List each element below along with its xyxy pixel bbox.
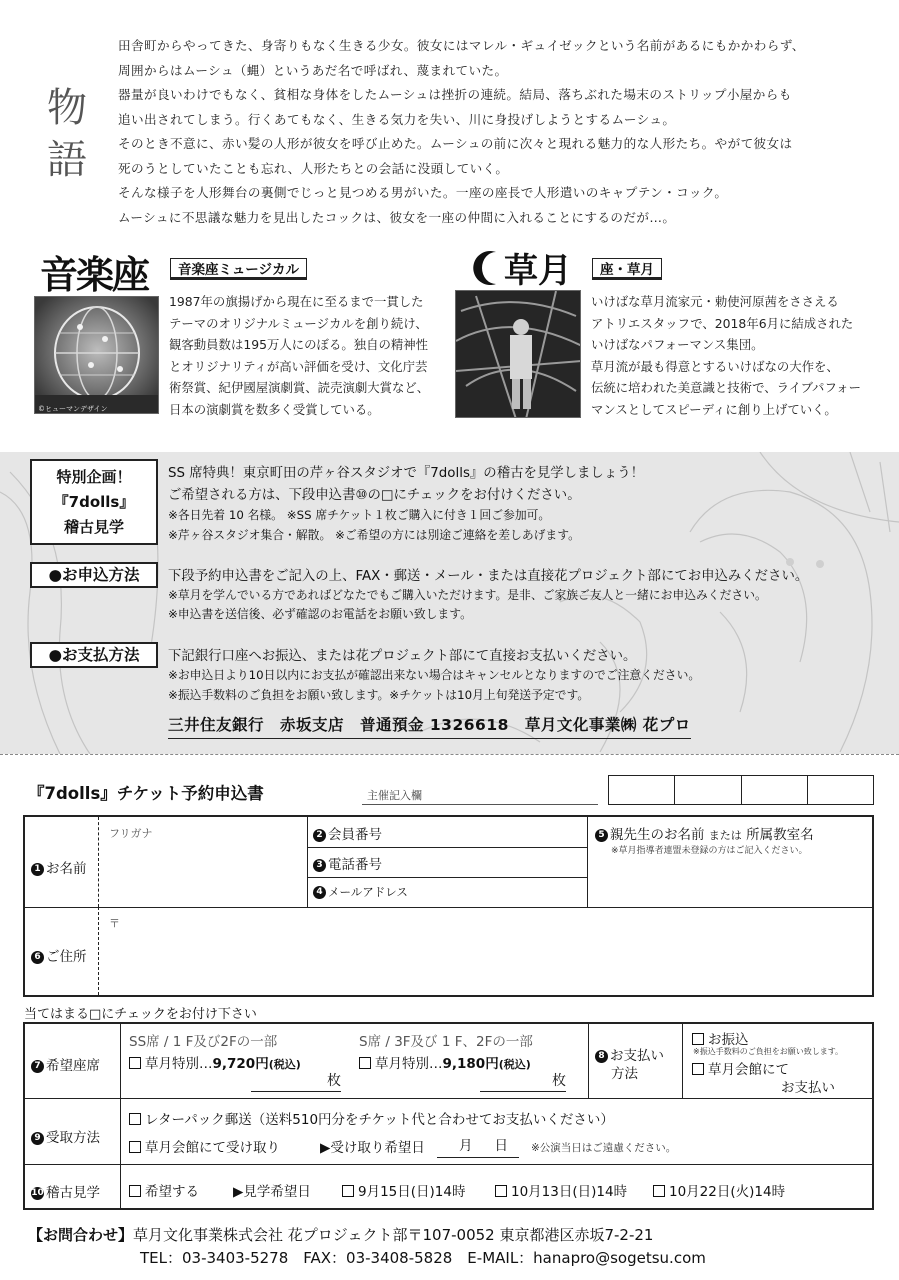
receive-label: [31, 1126, 100, 1146]
apply-note: ※申込書を送信後、必ず確認のお電話をお願い致します。: [168, 607, 472, 621]
receive-at-hall-checkbox[interactable]: [129, 1141, 141, 1153]
special-plan-label-line: 特別企画！: [56, 468, 132, 486]
ss-seat-option[interactable]: [129, 1052, 301, 1072]
divider: [307, 817, 308, 907]
crescent-moon-icon: [470, 248, 504, 288]
ongakuza-line: 日本の演劇賞を数多く受賞している。: [169, 401, 380, 417]
num-7: 7: [31, 1060, 44, 1073]
host-use-boxes: [608, 775, 874, 805]
teacher-label-text: 親先生のお名前: [610, 827, 705, 843]
story-line: ムーシュに不思議な魅力を見出したコックは、彼女を一座の仲間に入れることにするのだが…。: [118, 209, 676, 225]
member-number-label: [313, 823, 382, 843]
divider: [25, 1164, 874, 1165]
host-box: [609, 776, 675, 804]
receive-letterpack-text: レターパック郵送（送料510円分をチケット代と合わせてお支払いください）: [145, 1112, 614, 1128]
divider: [98, 907, 99, 995]
pay-at-hall-option[interactable]: [692, 1058, 789, 1078]
divider: [25, 907, 874, 908]
visit-label-text: 稽古見学: [46, 1185, 100, 1201]
visit-date-text: 9月15日(日)14時: [358, 1184, 466, 1200]
special-plan-label-line: 稽古見学: [63, 518, 124, 536]
check-instruction: 当てはまる□にチェックをお付け下さい: [24, 1007, 257, 1022]
visit-date-label: ▶見学希望日: [233, 1184, 311, 1200]
divider: [307, 847, 587, 848]
ss-seat-heading: SS席 / 1 F及び2Fの一部: [129, 1034, 278, 1050]
host-box: [742, 776, 808, 804]
sogetsu-photo: [455, 290, 581, 418]
ongakuza-photo: [34, 296, 159, 414]
info-section: [0, 452, 899, 754]
pay-transfer-checkbox[interactable]: [692, 1033, 704, 1045]
personal-info-table: [23, 815, 874, 997]
receive-at-hall-option[interactable]: [129, 1136, 280, 1156]
divider: [307, 877, 587, 878]
member-number-label-text: 会員番号: [328, 827, 382, 843]
divider: [98, 817, 99, 907]
num-6: 6: [31, 951, 44, 964]
email-input[interactable]: [415, 879, 585, 905]
seat-label-text: 希望座席: [46, 1058, 100, 1074]
special-line: ご希望される方は、下段申込書⑩の□にチェックをお付けください。: [168, 488, 581, 503]
form-title: 『7dolls』チケット予約申込書: [28, 784, 264, 803]
photo-credit: ©ヒューマンデザイン: [38, 405, 108, 413]
apply-method-label: ●お申込方法: [30, 562, 158, 588]
story-line: 周囲からはムーシュ（蝿）というあだ名で呼ばれ、蔑まれていた。: [118, 62, 508, 78]
teacher-label: [595, 823, 814, 843]
ongakuza-label: 音楽座ミュージカル: [170, 258, 307, 280]
s-seat-option-text: 草月特別…: [375, 1056, 443, 1072]
special-plan-label-line: 『7dolls』: [53, 493, 135, 511]
special-note: ※各日先着 10 名様。 ※SS 席チケット１枚ご購入に付き１回ご参加可。: [168, 508, 551, 522]
num-8: 8: [595, 1050, 608, 1063]
divider: [120, 1098, 121, 1164]
visit-date-checkbox[interactable]: [342, 1185, 354, 1197]
visit-date-option[interactable]: [495, 1180, 627, 1200]
phone-label-text: 電話番号: [328, 857, 382, 873]
teacher-or-text: または: [708, 829, 742, 842]
story-line: そんな様子を人形舞台の裏側でじっと見つめる男がいた。一座の座長で人形遣いのキャプテン・コック。: [118, 185, 728, 200]
divider: [120, 1164, 121, 1208]
visit-date-checkbox[interactable]: [653, 1185, 665, 1197]
visit-date-text: 10月22日(火)14時: [669, 1184, 786, 1200]
sogetsu-line: マンスとしてスピーディに創り上げていく。: [591, 401, 837, 417]
contact-line-1: [28, 1224, 653, 1245]
host-box: [808, 776, 873, 804]
sogetsu-performance-image: [456, 291, 581, 418]
email-label: [313, 884, 408, 900]
num-2: 2: [313, 829, 326, 842]
payment-note: ※振込手数料のご負担をお願い致します。※チケットは10月上旬発送予定です。: [168, 688, 590, 702]
address-label-text: ご住所: [46, 949, 87, 965]
visit-date-option[interactable]: [342, 1180, 465, 1200]
tax-note: (税込): [268, 1058, 301, 1071]
num-9: 9: [31, 1132, 44, 1145]
num-10: 10: [31, 1187, 44, 1198]
day-unit: 日: [494, 1138, 508, 1154]
story-line: 死のうとしていたことも忘れ、人形たちとの会話に没頭していく。: [118, 160, 509, 176]
visit-wish-option[interactable]: [129, 1180, 199, 1200]
receive-letterpack-option[interactable]: [129, 1108, 614, 1128]
divider: [120, 1024, 121, 1098]
num-4: 4: [313, 886, 326, 899]
teacher-note: ※草月指導者連盟未登録の方はご記入ください。: [611, 846, 808, 856]
s-seat-quantity[interactable]: [480, 1070, 566, 1092]
divider: [25, 1098, 874, 1099]
receive-letterpack-checkbox[interactable]: [129, 1113, 141, 1125]
ongakuza-line: とオリジナリティが高い評価を受け、文化庁芸: [169, 358, 428, 374]
s-seat-price: 9,180円: [442, 1056, 499, 1072]
num-3: 3: [313, 859, 326, 872]
pay-at-hall-text: 草月会館にて: [708, 1062, 789, 1078]
story-heading: [42, 82, 92, 186]
visit-date-checkbox[interactable]: [495, 1185, 507, 1197]
story-line: 田舎町からやってきた、身寄りもなく生きる少女。彼女にはマレル・ギュイゼックという名前があるにもかかわらず、: [118, 38, 805, 53]
payment-label-2: 方法: [611, 1066, 638, 1082]
special-line: SS 席特典！東京町田の芹ヶ谷スタジオで『7dolls』の稽古を見学しましょう！: [168, 466, 644, 481]
postal-mark: 〒: [109, 917, 120, 930]
receive-label-text: 受取方法: [46, 1130, 100, 1146]
visit-date-option[interactable]: [653, 1180, 785, 1200]
ss-seat-checkbox[interactable]: [129, 1057, 141, 1069]
num-1: 1: [31, 863, 44, 876]
payment-note: ※お申込日より10日以内にお支払が確認出来ない場合はキャンセルとなりますのでご注意ください。: [168, 668, 701, 682]
seat-label: [31, 1054, 100, 1074]
contact-label: 【お問合わせ】: [28, 1226, 134, 1244]
ss-seat-option-text: 草月特別…: [145, 1056, 213, 1072]
story-text: [118, 34, 878, 230]
story-heading-char: 語: [47, 137, 87, 183]
visit-wish-checkbox[interactable]: [129, 1185, 141, 1197]
address-label: [31, 945, 87, 965]
receive-date-label: ▶受け取り希望日: [320, 1140, 425, 1156]
pay-transfer-text: お振込: [708, 1032, 749, 1048]
special-note: ※芹ヶ谷スタジオ集合・解散。 ※ご希望の方には別途ご連絡を差しあげます。: [168, 528, 580, 542]
phone-input[interactable]: [397, 849, 585, 875]
story-line: 器量が良いわけでもなく、貧相な身体をしたムーシュは挫折の連続。結局、落ちぶれた場末のストリップ小屋からも: [118, 87, 792, 102]
s-seat-option[interactable]: [359, 1052, 531, 1072]
story-section: [0, 0, 899, 452]
receive-note: ※公演当日はご遠慮ください。: [531, 1142, 677, 1154]
sogetsu-line: いけばなパフォーマンス集団。: [591, 337, 764, 352]
sogetsu-logo-text: 草月: [504, 251, 572, 291]
divider: [588, 1024, 589, 1098]
host-box: [675, 776, 741, 804]
ss-seat-price: 9,720円: [212, 1056, 269, 1072]
phone-label: [313, 853, 382, 873]
name-input[interactable]: [105, 843, 305, 903]
contact-line-2: TEL：03-3403-5278 FAX：03-3408-5828 E-MAIL：hanapro@sogetsu.com: [140, 1249, 706, 1267]
name-label-text: お名前: [46, 861, 87, 877]
pay-transfer-option[interactable]: [692, 1028, 749, 1048]
apply-line: 下段予約申込書をご記入の上、FAX・郵送・メール・または直接花プロジェクト部にてお申込みください。: [168, 569, 809, 584]
ongakuza-stage-image: [35, 297, 159, 414]
ongakuza-line: テーマのオリジナルミュージカルを創り続け、: [169, 315, 428, 331]
teacher-alt-text: 所属教室名: [746, 827, 814, 843]
visit-wish-text: 希望する: [145, 1184, 199, 1200]
story-line: そのとき不意に、赤い髪の人形が彼女を呼び止めた。ムーシュの前に次々と現れる魅力的な人形たち。やがて彼女は: [118, 136, 793, 151]
name-label: [31, 857, 87, 877]
pay-at-hall-checkbox[interactable]: [692, 1063, 704, 1075]
ongakuza-logo: 音楽座: [40, 252, 149, 297]
num-5: 5: [595, 829, 608, 842]
payment-method-label: ●お支払方法: [30, 642, 158, 668]
payment-label-text: お支払い: [610, 1048, 664, 1064]
email-label-text: メールアドレス: [328, 885, 408, 899]
host-use-label: 主催記入欄: [367, 789, 422, 802]
ongakuza-line: 1987年の旗揚げから現在に至るまで一貫した: [169, 294, 424, 309]
s-seat-checkbox[interactable]: [359, 1057, 371, 1069]
host-use-underline: [362, 804, 598, 805]
sogetsu-logo: [470, 243, 590, 291]
quantity-unit: 枚: [552, 1073, 566, 1089]
payment-label: [595, 1044, 664, 1064]
teacher-input[interactable]: [591, 857, 871, 905]
furigana-label: フリガナ: [109, 827, 153, 840]
address-input[interactable]: [105, 911, 870, 993]
visit-label: [31, 1181, 100, 1201]
visit-date-text: 10月13日(日)14時: [511, 1184, 628, 1200]
quantity-unit: 枚: [327, 1073, 341, 1089]
ongakuza-line: 観客動員数は195万人にのぼる。独自の精神性: [169, 337, 429, 352]
ongakuza-description: [169, 291, 429, 420]
transfer-fee-note: ※振込手数料のご負担をお願い致します。: [693, 1047, 844, 1056]
bank-account: 三井住友銀行 赤坂支店 普通預金 1326618 草月文化事業㈱ 花プロ: [168, 713, 691, 739]
pay-at-hall-text-2: お支払い: [781, 1080, 835, 1096]
ongakuza-line: 術祭賞、紀伊國屋演劇賞、読売演劇大賞など、: [169, 380, 430, 395]
receive-date-input[interactable]: [437, 1134, 519, 1158]
divider: [587, 817, 588, 907]
sogetsu-line: アトリエスタッフで、2018年6月に結成された: [591, 315, 854, 331]
receive-at-hall-text: 草月会館にて受け取り: [145, 1140, 280, 1156]
sogetsu-label: 座・草月: [592, 258, 662, 280]
month-unit: 月: [459, 1138, 473, 1154]
story-line: 追い出されてしまう。行くあてもなく、生きる気力を失い、川に身投げしようとするムーシュ。: [118, 111, 676, 127]
order-table: [23, 1022, 874, 1210]
divider: [682, 1024, 683, 1098]
special-plan-label: [30, 459, 158, 545]
ss-seat-quantity[interactable]: [251, 1070, 341, 1092]
s-seat-heading: S席 / 3F及び 1 F、2Fの一部: [359, 1034, 533, 1050]
contact-org: 草月文化事業株式会社 花プロジェクト部〒107-0052 東京都港区赤坂7-2-21: [133, 1226, 654, 1244]
story-heading-char: 物: [47, 85, 87, 131]
sogetsu-line: 伝統に培われた美意識と技術で、ライブパフォー: [591, 380, 861, 395]
apply-note: ※草月を学んでいる方であればどなたでもご購入いただけます。是非、ご家族ご友人と一緒にお申込みください。: [168, 588, 767, 602]
sogetsu-description: [591, 291, 861, 420]
sogetsu-line: いけばな草月流家元・勅使河原茜をささえる: [591, 294, 839, 309]
payment-line: 下記銀行口座へお振込、または花プロジェクト部にて直接お支払いください。: [168, 649, 637, 664]
cut-line: [0, 754, 899, 755]
sogetsu-line: 草月流が最も得意とするいけばなの大作を、: [591, 358, 839, 374]
member-number-input[interactable]: [397, 819, 585, 845]
tax-note: (税込): [498, 1058, 531, 1071]
